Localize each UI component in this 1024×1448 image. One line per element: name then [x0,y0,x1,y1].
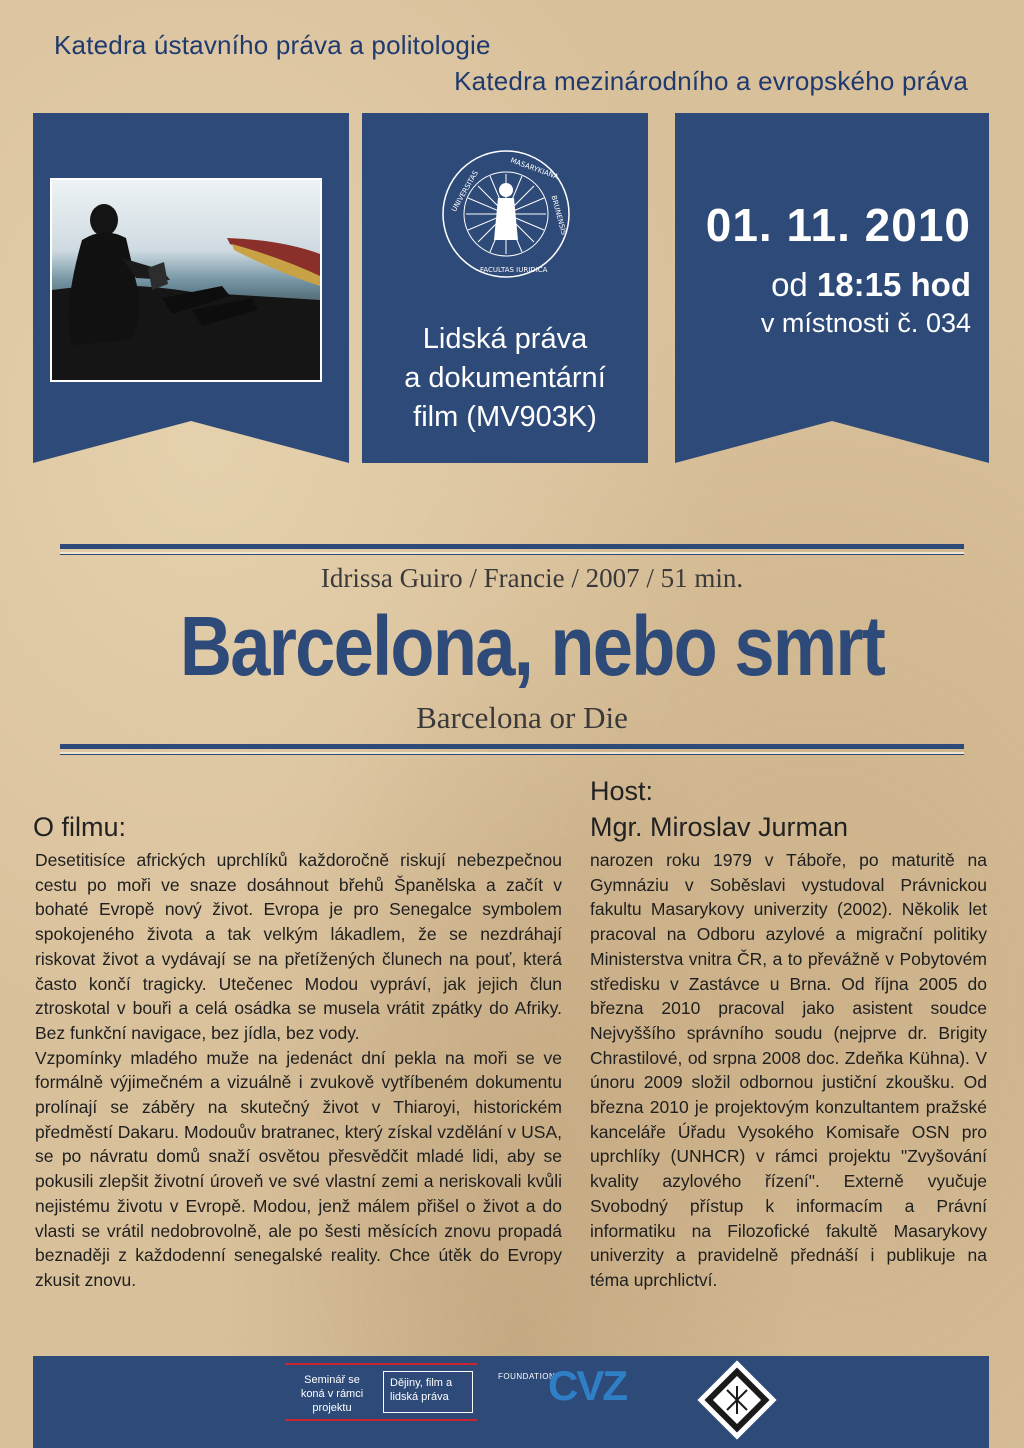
event-time-prefix: od [771,266,808,303]
course-title-line-1: Lidská práva [422,323,588,355]
event-time [771,266,971,304]
svg-text:UNIVERSITAS: UNIVERSITAS [450,169,480,214]
event-time-value: 18:15 hod [816,266,971,303]
project-left-text: Seminář se koná v rámci projektu [300,1374,364,1414]
course-title-line-3: film (MV903K) [413,401,597,433]
project-box-bottom-line [285,1419,477,1421]
event-date: 01. 11. 2010 [705,199,971,251]
divider-bottom [60,744,964,755]
divider-top [60,544,964,555]
department-line-1: Katedra ústavního práva a politologie [54,30,491,60]
about-paragraph-1: Desetitisíce afrických uprchlíků každoročně riskují nebezpečnou cestu po moři ve snaze dosáhnout břehů Španělska a začít v bohaté Evropě nový život. Evropa je pro Senegalce symbolem spokojeného života a tak velkým lákadlem, že se nezdráhají riskovat život a vydávají se na přetížených člunech na pouť, která často končí tragicky. Utečenec Modou vypráví, jak jejich člun ztroskotal v bouři a celá osádka se musela vrátit zpátky do Afriky. Bez funkční navigace, bez jídla, bez vody. [35,850,562,1043]
film-still-image [50,178,322,382]
project-box-top-line [285,1363,477,1365]
svg-text:FACULTAS IURIDICA: FACULTAS IURIDICA [480,266,548,274]
clovek-v-tisni-badge-icon [695,1358,779,1442]
cvz-logo [498,1362,648,1416]
course-title-line-2: a dokumentární [404,362,606,394]
host-bio: narozen roku 1979 v Táboře, po maturitě na Gymnáziu v Soběslavi vystudoval Právnickou fakultu Masarykovy univerzity (2002). Několik let pracoval na Odboru azylové a migrační politiky Ministerstva vnitra ČR, a to převážně v Pobytovém středisku v Zastávce u Brna. Od října 2005 do března 2010 pracoval jako asistent soudce Nejvyššího správního soudu (nejprve dr. Brigity Chrastilové, od srpna 2008 doc. Zdeňka Kühna). V únoru 2009 složil odbornou justiční zkoušku. Od března 2010 je projektovým konzultantem pražské kanceláře Úřadu Vysokého Komisaře OSN pro uprchlíky (UNHCR) v rámci projektu "Zvyšování kvality azylového řízení". Externě vyučuje Svobodný přístup k informacím a Právní informatiku na Filozofické fakultě Masarykovy univerzity a pravidelně přednáší i publikuje na téma uprchlictví. [590,850,987,1290]
project-right-text: Dějiny, film a lidská práva [383,1371,473,1413]
about-heading: O filmu: [33,812,127,842]
film-still-drawing [52,180,320,380]
about-paragraph-2: Vzpomínky mladého muže na jedenáct dní pekla na moři se ve formálně výjimečném a vizuálně i zvukově vytříbeném dokumentu prolínají se záběry na skutečný život v Thiaroyi, historickém předměstí Dakaru. Modouův bratranec, který získal vzdělání v USA, se po návratu domů snaží osvětou přesvědčit mladé lidi, aby se pokusili zlepšit životní úroveň ve své vlastní zemi a neriskovali kvůli nejistému životu v Evropě. Modou, jenž málem přišel o život a do vlasti se vrátil nedobrovolně, ale po šesti měsících znovu propadá beznaději z každodenní senegalské reality. Chce útěk do Evropy zkusit znovu. [35,1047,562,1290]
university-seal-icon [440,148,572,280]
svg-text:MASARYKIANA: MASARYKIANA [509,156,560,182]
project-box [285,1363,477,1421]
host-name: Mgr. Miroslav Jurman [590,812,849,842]
event-room: v místnosti č. 034 [760,308,971,338]
svg-text:BRUNENSIS: BRUNENSIS [549,194,568,236]
about-text [35,848,562,1293]
film-subtitle: Barcelona or Die [416,700,628,735]
department-line-2: Katedra mezinárodního a evropského práva [454,66,968,96]
film-meta: Idrissa Guiro / Francie / 2007 / 51 min. [320,563,744,593]
film-title: Barcelona, nebo smrt [179,599,885,693]
cvz-logo-text: CVZ [548,1362,626,1409]
host-label: Host: [590,776,654,806]
cvz-foundation-label: FOUNDATION [498,1372,556,1381]
